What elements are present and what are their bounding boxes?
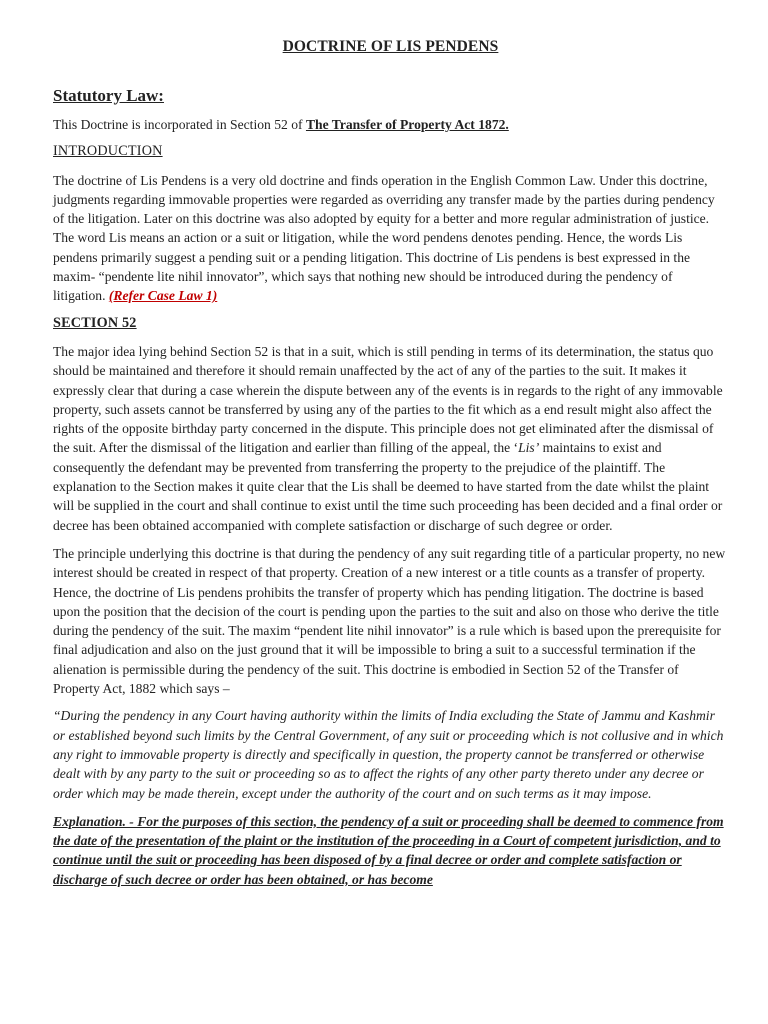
introduction-text: The doctrine of Lis Pendens is a very old doctrine and finds operation in the English Common Law. Under this doctrine, judgments regarding immovable properties were regarded as overriding any transfer made by the parties during pendency of the litigation. Later on this doctrine was also adopted by equity for a better and more regular administration of justice. The word Lis means an action or a suit or litigation, while the word pendens denotes pending. Hence, the words Lis pendens primarily suggest a pending suit or a pending litigation. This doctrine of Lis pendens is best expressed in the maxim- “pendente lite nihil innovator”, which says that nothing new should be introduced during the pendency of litigation. xyxy=(53,172,715,304)
para1-text-after: maintains to exist and consequently the defendant may be prevented from transferring the property to the prejudice of the plaintiff. The explanation to the Section makes it quite clear that the Lis shall be deemed to have started from the date whilst the plaint will be supplied in the court and shall continue to exist until the time such proceeding has been decided and a final order or decree has been obtained accompanied with complete satisfaction or discharge of such degree or order. xyxy=(53,440,723,533)
section-52-paragraph-2: The principle underlying this doctrine is that during the pendency of any suit regarding title of a particular property, no new interest should be created in respect of that property. Creation of a new interest or a title counts as a transfer of property. Hence, the doctrine of Lis pendens prohibits the transfer of property which has pending litigation. The doctrine is based upon the position that the decision of the court is pending upon the parties to the suit and also on those who derive the title during the pendency of the suit. The maxim “pendent lite nihil innovator” is a rule which is based upon the prerequisite for final adjudication and also on the just ground that it will be impossible to bring a suit to a successful termination if the alienation is permissible during the pendency of the suit. This doctrine is embodied in Section 52 of the Transfer of Property Act, 1882 which says – xyxy=(53,545,726,697)
case-law-reference-link[interactable]: (Refer Case Law 1) xyxy=(108,288,218,304)
statute-quote: “During the pendency in any Court having authority within the limits of India excluding the State of Jammu and Kashmir or established beyond such limits by the Central Government, of any suit or proceeding which is not collusive and in which any right to immovable property is directly and specifically in question, the property cannot be transferred or otherwise dealt with by any party to the suit or proceeding so as to affect the rights of any other party thereto under any decree or order which may be made therein, except under the authority of the court and on such terms as it may impose. xyxy=(53,708,724,801)
section-52-heading: SECTION 52 xyxy=(53,314,137,331)
section-52-paragraph-1 xyxy=(53,342,728,535)
lis-term: Lis’ xyxy=(518,440,540,456)
document-title: DOCTRINE OF LIS PENDENS xyxy=(282,38,499,55)
statute-explanation: Explanation. - For the purposes of this section, the pendency of a suit or proceeding shall be deemed to commence from the date of the presentation of the plaint or the institution of the proceeding in a Court of competent jurisdiction, and to continue until the suit or proceeding has been disposed of by a final decree or order and complete satisfaction or discharge of such decree or order has been obtained, or has become xyxy=(53,813,724,887)
statutory-law-text xyxy=(53,115,728,134)
statutory-law-heading: Statutory Law: xyxy=(53,86,164,105)
act-name-link[interactable]: The Transfer of Property Act 1872. xyxy=(305,117,509,132)
introduction-paragraph xyxy=(53,171,728,306)
statutory-text-prefix: This Doctrine is incorporated in Section 52 of xyxy=(53,117,306,132)
introduction-heading: INTRODUCTION xyxy=(53,143,163,160)
para1-text-before: The major idea lying behind Section 52 is that in a suit, which is still pending in terms of its determination, the status quo should be maintained and therefore it should remain unaffected by the act of any of the parties to the suit. It makes it expressly clear that during a case wherein the dispute between any of the events is in regards to the right of any immovable property, such assets cannot be transferred by using any of the parties to the fit which as a end result might also affect the rights of the opposite birthday party concerned in the dispute. This principle does not get eliminated after the dismissal of the suit. After the dismissal of the litigation and earlier than filling of the appeal, the ‘ xyxy=(53,343,723,456)
